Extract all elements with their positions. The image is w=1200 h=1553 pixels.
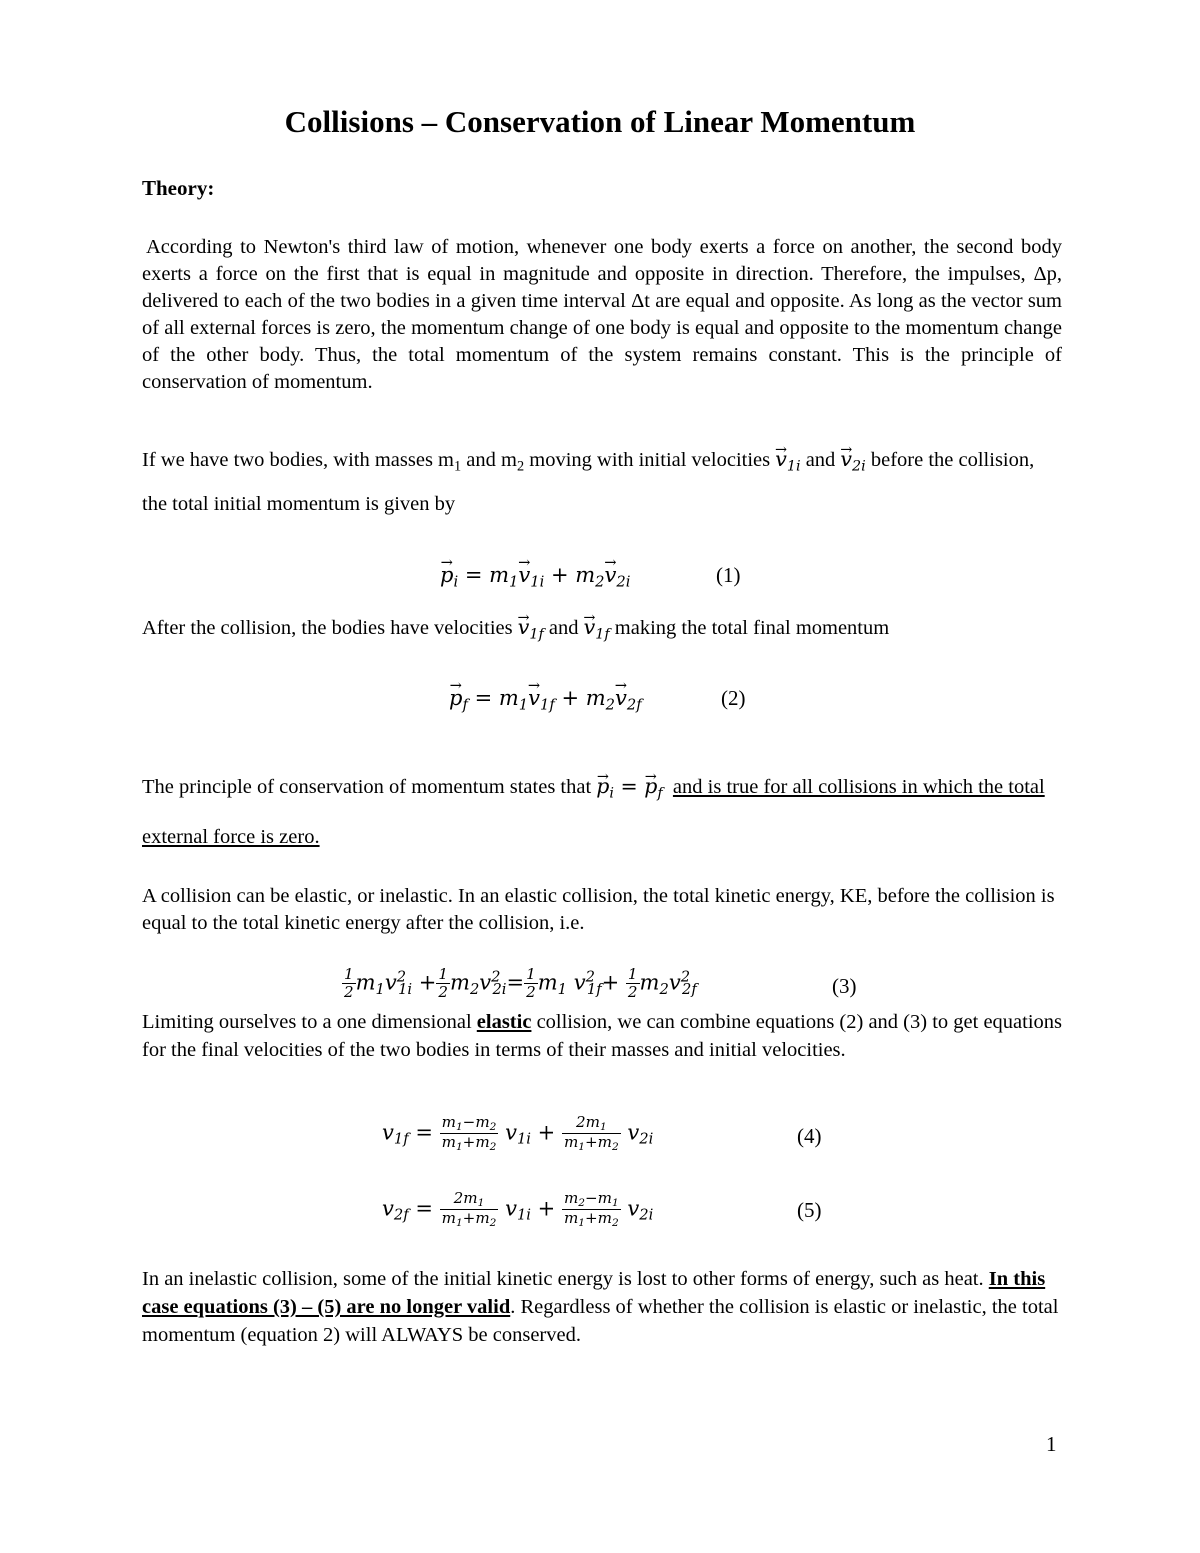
equation-4-number: (4): [797, 1124, 822, 1148]
equation-3: $\frac{1}{2}$ $m_1v^2_{1i}$ + $\frac{1}{2}$ $m_2v^2_{2i}=$ $\frac{1}{2}$ $m_1$ $v^2_{1f}+$ $\frac{1}{2}$ $m_2v^2_{2f}$: [344, 965, 697, 1002]
equation-1-number: (1): [716, 563, 741, 587]
v2i-symbol: → $v_{2i}$: [840, 447, 865, 471]
paragraph-initial-momentum: If we have two bodies, with masses $m_1$ and $m_2$ moving with initial velocities → $v_{1i}$ and → $v_{2i}$ before the collision, the total initial momentum is given by: [142, 440, 1062, 523]
v1i-symbol: → $v_{1i}$: [775, 447, 800, 471]
paragraph-conservation-principle: The principle of conservation of momentum states that → $p_i$ = → $p_f$ and is true for all collisions in which the total external force is zero.: [142, 764, 1062, 859]
equation-2: → $p_f = m_1\to v_{1f} + m_2\to v_{2f}$: [449, 686, 642, 713]
equation-2-number: (2): [721, 686, 746, 710]
document-title: Collisions – Conservation of Linear Momentum: [284, 104, 916, 139]
paragraph-newton-third-law: According to Newton's third law of motion, whenever one body exerts a force on another, the second body exerts a force on the first that is equal in magnitude and opposite in direction. Therefore, the impulses, Δp, delivered to each of the two bodies in a given time interval Δt are equal and opposite. As long as the vector sum of all external forces is zero, the momentum change of one body is equal and opposite to the momentum change of the other body. Thus, the total momentum of the system remains constant. This is the principle of conservation of momentum.: [142, 236, 1062, 393]
paragraph-elastic-inelastic: A collision can be elastic, or inelastic. In an elastic collision, the total kinetic energy, KE, before the collision is equal to the total kinetic energy after the collision, i.e.: [142, 885, 1055, 934]
equation-3-number: (3): [832, 974, 857, 998]
equation-5-number: (5): [797, 1198, 822, 1222]
paragraph-one-dimensional-elastic: Limiting ourselves to a one dimensional elastic collision, we can combine equations (2) and (3) to get equations for the final velocities of the two bodies in terms of their masses and initial velocities.: [142, 1011, 1063, 1061]
v1f-symbol: → $v_{1f}$: [518, 615, 544, 639]
v1f-symbol-second: → $v_{1f}$: [584, 615, 610, 639]
paragraph-final-velocities: After the collision, the bodies have velocities → $v_{1f}$ and → $v_{1f}$ making the total final momentum: [142, 614, 1062, 648]
theory-heading: Theory:: [142, 176, 215, 200]
pi-equals-pf: → $p_i$ = → $p_f$: [596, 774, 662, 798]
paragraph-inelastic: In an inelastic collision, some of the initial kinetic energy is lost to other forms of energy, such as heat. In this case equations (3) – (5) are no longer valid. Regardless of whether the collision is elastic or inelastic, the total momentum (equation 2) will ALWAYS be conserved.: [142, 1268, 1059, 1346]
page-number: 1: [1046, 1432, 1057, 1456]
equation-4: $v_{1f}$ = $\frac{m_1-m_2}{m_1+m_2}$ $v_{1i}$ + $\frac{2m_1}{m_1+m_2}$ $v_{2i}$: [382, 1113, 654, 1154]
equation-5: $v_{2f}$ = $\frac{2m_1}{m_1+m_2}$ $v_{1i}$ + $\frac{m_2-m_1}{m_1+m_2}$ $v_{2i}$: [382, 1189, 654, 1230]
equation-1: → $p_i = m_1\to v_{1i} + m_2\to v_{2i}$: [440, 563, 630, 590]
